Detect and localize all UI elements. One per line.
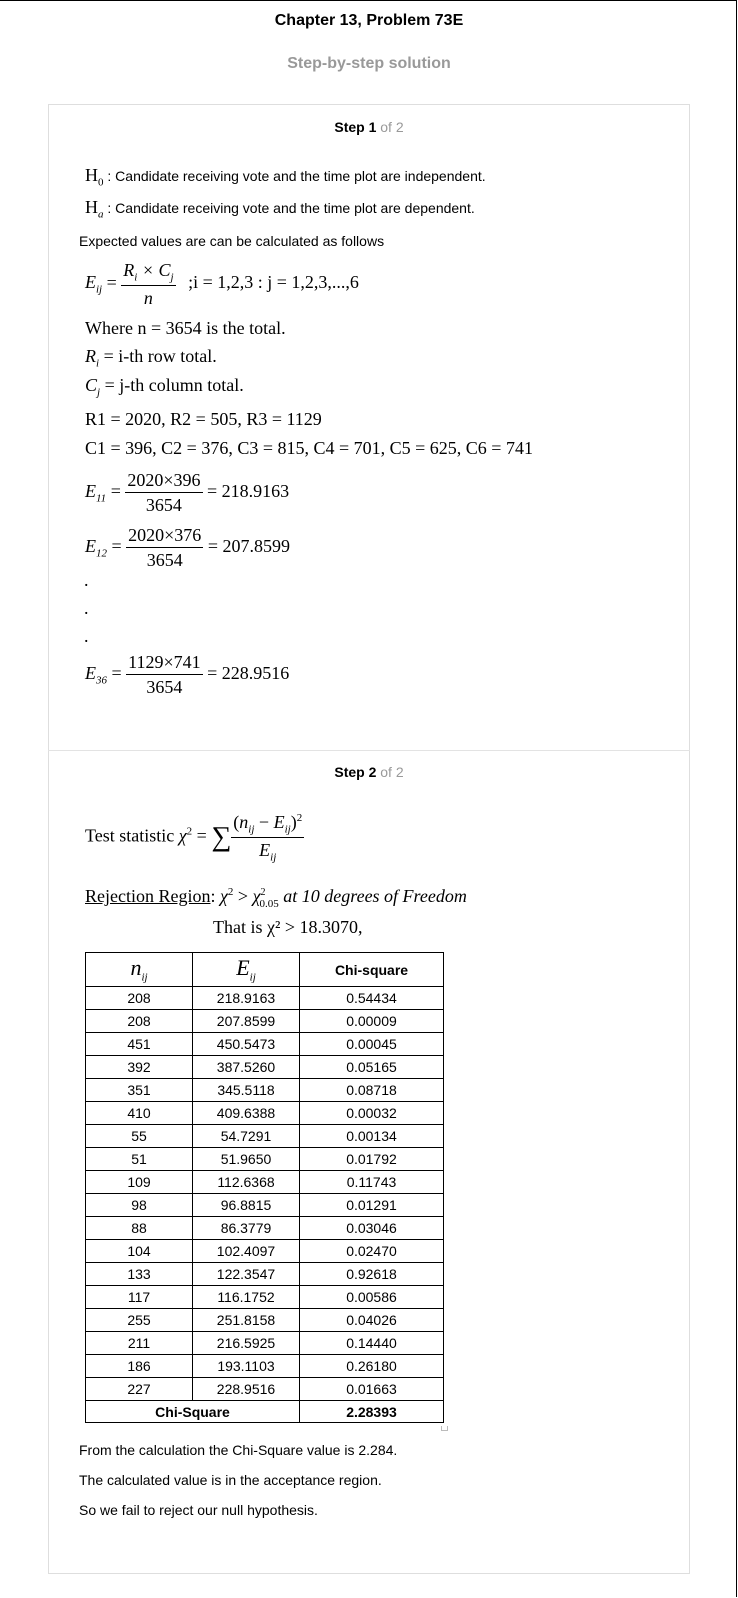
e11-calculation: $E_{11}$ = $\frac{2020\times 396}{3654}$ = 218.9163 <box>85 470 290 515</box>
cell-chi-square: 0.08718 <box>300 1079 444 1102</box>
cell-expected: 51.9650 <box>193 1148 300 1171</box>
cell-observed: 133 <box>86 1263 193 1286</box>
cell-chi-square: 0.00134 <box>300 1125 444 1148</box>
ellipsis-dot: . <box>84 626 89 646</box>
table-row <box>86 1010 444 1033</box>
rejection-label: Rejection Region <box>85 886 211 906</box>
cell-observed: 410 <box>86 1102 193 1125</box>
ellipsis-dot: . <box>84 570 89 590</box>
step-1-label: Step 1 <box>334 119 377 135</box>
cell-chi-square: 0.01663 <box>300 1378 444 1401</box>
cell-observed: 208 <box>86 987 193 1010</box>
cell-chi-square: 0.04026 <box>300 1309 444 1332</box>
table-row <box>86 1378 444 1401</box>
table-row <box>86 1286 444 1309</box>
e12-denominator: 3654 <box>146 550 183 570</box>
table-row <box>86 1194 444 1217</box>
table-row <box>86 1217 444 1240</box>
cell-chi-square: 0.05165 <box>300 1056 444 1079</box>
rejection-region: Rejection Region: $\chi^2 > \chi^2_{0.05}$ at 10 degrees of Freedom <box>85 886 467 910</box>
cell-observed: 104 <box>86 1240 193 1263</box>
table-row <box>86 1079 444 1102</box>
conclusion-line-2: The calculated value is in the acceptance region. <box>79 1472 382 1488</box>
cell-chi-square: 0.00032 <box>300 1102 444 1125</box>
cell-chi-square: 0.26180 <box>300 1355 444 1378</box>
step-2-of: of 2 <box>380 764 404 780</box>
e36-numerator: 1129×741 <box>126 652 202 675</box>
cell-observed: 186 <box>86 1355 193 1378</box>
h0-text: Candidate receiving vote and the time plot are independent. <box>115 168 486 184</box>
page-title: Chapter 13, Problem 73E <box>274 12 464 29</box>
cell-expected: 251.8158 <box>193 1309 300 1332</box>
test-statistic-formula: Test statistic $\chi^2$ = ∑ $\frac{(n_{ij} - E_{ij})^2}{E_{ij}}$ <box>85 812 303 864</box>
table-row <box>86 1102 444 1125</box>
cell-expected: 207.8599 <box>193 1010 300 1033</box>
cell-observed: 51 <box>86 1148 193 1171</box>
chi-square-table <box>85 952 444 1423</box>
table-row <box>86 1033 444 1056</box>
cell-observed: 211 <box>86 1332 193 1355</box>
cell-observed: 88 <box>86 1217 193 1240</box>
table-row <box>86 1309 444 1332</box>
cell-observed: 55 <box>86 1125 193 1148</box>
e12-calculation: $E_{12}$ = $\frac{2020\times 376}{3654}$ = 207.8599 <box>85 525 290 570</box>
alt-hypothesis: $H_a$ : Candidate receiving vote and the time plot are dependent. <box>85 197 475 221</box>
cell-expected: 450.5473 <box>193 1033 300 1056</box>
table-row <box>86 1332 444 1355</box>
conclusion-line-3: So we fail to reject our null hypothesis. <box>79 1502 318 1518</box>
conclusion-line-1: From the calculation the Chi-Square value is 2.284. <box>79 1442 398 1458</box>
cell-expected: 102.4097 <box>193 1240 300 1263</box>
cell-observed: 208 <box>86 1010 193 1033</box>
formula-index: ;i = 1,2,3 : j = 1,2,3,...,6 <box>188 272 359 293</box>
cell-expected: 387.5260 <box>193 1056 300 1079</box>
cell-chi-square: 0.54434 <box>300 987 444 1010</box>
cell-chi-square: 0.00009 <box>300 1010 444 1033</box>
cell-expected: 409.6388 <box>193 1102 300 1125</box>
cell-observed: 392 <box>86 1056 193 1079</box>
e36-denominator: 3654 <box>146 677 183 697</box>
step-2-label: Step 2 <box>334 764 377 780</box>
page-subtitle: Step-by-step solution <box>287 55 451 72</box>
ri-definition: $R_i = i-th$ row total. <box>85 346 217 370</box>
ri-def-text: = i-th row total. <box>103 346 217 366</box>
cell-observed: 451 <box>86 1033 193 1056</box>
cell-chi-square: 0.11743 <box>300 1171 444 1194</box>
e11-denominator: 3654 <box>145 495 182 515</box>
table-row <box>86 987 444 1010</box>
critical-value: That is χ² > 18.3070, <box>213 917 363 937</box>
table-row <box>86 1355 444 1378</box>
cell-observed: 109 <box>86 1171 193 1194</box>
rejection-text: at 10 degrees of Freedom <box>283 886 467 906</box>
cell-observed: 117 <box>86 1286 193 1309</box>
ha-text: Candidate receiving vote and the time plot are dependent. <box>115 200 475 216</box>
cell-expected: 86.3779 <box>193 1217 300 1240</box>
table-row <box>86 1171 444 1194</box>
total-label: Chi-Square <box>86 1401 300 1423</box>
e12-result: = 207.8599 <box>207 536 290 557</box>
step-1-of: of 2 <box>380 119 404 135</box>
e11-result: = 218.9163 <box>207 481 290 502</box>
step-divider <box>48 750 690 751</box>
cell-expected: 216.5925 <box>193 1332 300 1355</box>
cell-observed: 98 <box>86 1194 193 1217</box>
cell-expected: 228.9516 <box>193 1378 300 1401</box>
step-2-heading <box>0 764 738 780</box>
cell-expected: 96.8815 <box>193 1194 300 1217</box>
where-n: Where n = 3654 is the total. <box>85 318 286 338</box>
cell-chi-square: 0.00045 <box>300 1033 444 1056</box>
e12-numerator: 2020×376 <box>126 525 203 548</box>
total-value: 2.28393 <box>300 1401 444 1423</box>
cell-expected: 122.3547 <box>193 1263 300 1286</box>
step-1-heading <box>0 119 738 135</box>
cell-chi-square: 0.02470 <box>300 1240 444 1263</box>
cell-expected: 54.7291 <box>193 1125 300 1148</box>
cell-chi-square: 0.14440 <box>300 1332 444 1355</box>
cell-observed: 227 <box>86 1378 193 1401</box>
header-nij: $n_{ij}$ <box>86 953 193 987</box>
table-header-row <box>86 953 444 987</box>
ellipsis-dot: . <box>84 598 89 618</box>
null-hypothesis: $H_0$ : Candidate receiving vote and the time plot are independent. <box>85 165 486 189</box>
header-chi-square: Chi-square <box>300 953 444 987</box>
e36-result: = 228.9516 <box>207 663 290 684</box>
table-row <box>86 1240 444 1263</box>
cell-expected: 112.6368 <box>193 1171 300 1194</box>
table-row <box>86 1263 444 1286</box>
cell-chi-square: 0.01792 <box>300 1148 444 1171</box>
table-total-row <box>86 1401 444 1423</box>
cell-chi-square: 0.03046 <box>300 1217 444 1240</box>
cell-observed: 351 <box>86 1079 193 1102</box>
e11-numerator: 2020×396 <box>125 470 202 493</box>
cell-expected: 218.9163 <box>193 987 300 1010</box>
table-row <box>86 1148 444 1171</box>
table-row <box>86 1125 444 1148</box>
row-totals: R1 = 2020, R2 = 505, R3 = 1129 <box>85 409 322 429</box>
expected-intro: Expected values are can be calculated as follows <box>79 233 385 249</box>
cell-expected: 345.5118 <box>193 1079 300 1102</box>
cj-def-text: = j-th column total. <box>104 375 244 395</box>
test-stat-label: Test statistic <box>85 825 175 846</box>
expected-formula: $E_{ij}$ = $\frac{R_i \times C_j}{n}$ ;i = 1,2,3 : j = 1,2,3,...,6 <box>85 260 359 308</box>
cell-expected: 116.1752 <box>193 1286 300 1309</box>
header-eij: $E_{ij}$ <box>193 953 300 987</box>
cj-definition: $C_j = j-th$ column total. <box>85 375 244 399</box>
table-row <box>86 1056 444 1079</box>
cell-chi-square: 0.92618 <box>300 1263 444 1286</box>
column-totals: C1 = 396, C2 = 376, C3 = 815, C4 = 701, C5 = 625, C6 = 741 <box>85 438 533 458</box>
cell-chi-square: 0.01291 <box>300 1194 444 1217</box>
e36-calculation: $E_{36}$ = $\frac{1129\times 741}{3654}$ = 228.9516 <box>85 652 290 697</box>
cell-expected: 193.1103 <box>193 1355 300 1378</box>
cell-observed: 255 <box>86 1309 193 1332</box>
table-resize-mark <box>441 1426 448 1431</box>
cell-chi-square: 0.00586 <box>300 1286 444 1309</box>
